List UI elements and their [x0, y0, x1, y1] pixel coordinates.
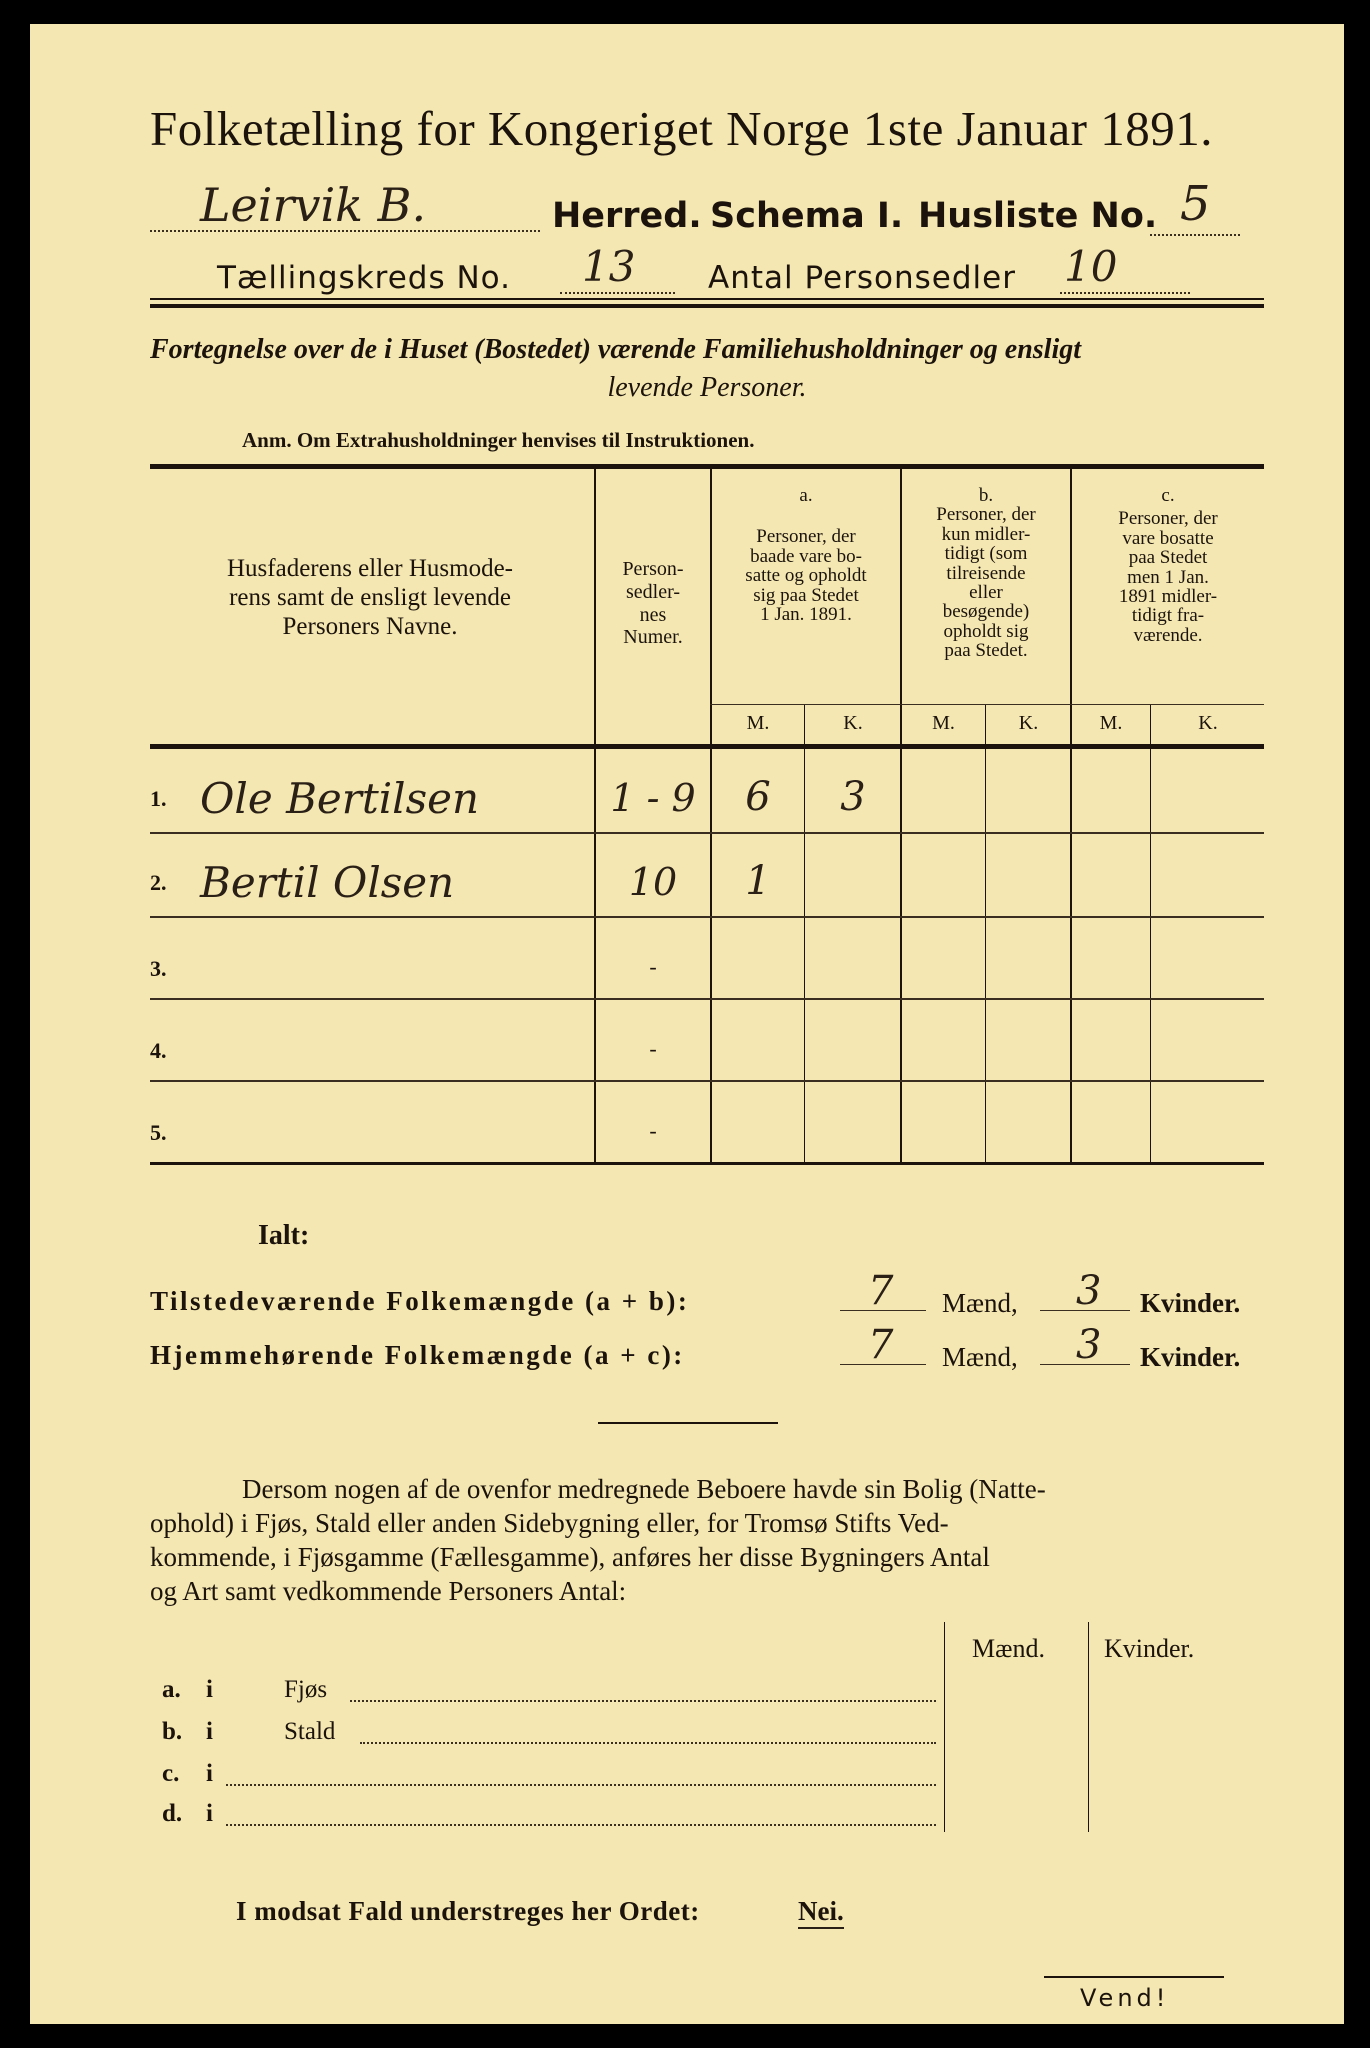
municipality-handwritten: Leirvik B. [200, 178, 427, 232]
c-k-label: K. [1198, 712, 1218, 734]
husliste-number: 5 [1180, 176, 1211, 232]
tilstede-kvinder: Kvinder. [1140, 1288, 1241, 1318]
person-name: Ole Bertilsen [200, 774, 480, 823]
table-top-rule [150, 464, 1264, 469]
a-k-value: 3 [840, 774, 866, 820]
person-numer: - [649, 1118, 657, 1143]
a-m-value: 1 [745, 858, 771, 904]
hjemme-kvinder: Kvinder. [1140, 1342, 1241, 1372]
col-header-names: Husfaderens eller Husmode- rens samt de ensligt levende Personers Navne. [226, 555, 513, 640]
hjemme-k-value: 3 [1076, 1322, 1102, 1368]
person-numer: - [649, 954, 657, 979]
schema-label: Schema I. [710, 196, 904, 236]
col-header-b: b. Personer, der kun midler- tidigt (som tilreisende eller besøgende) opholdt sig paa Stedet. [936, 485, 1036, 661]
vend-label: Vend! [1080, 1984, 1170, 2012]
table-bottom-rule [150, 1162, 1264, 1165]
antal-number: 10 [1064, 242, 1118, 291]
vend-rule [1044, 1976, 1224, 1978]
row-number: 3. [150, 956, 167, 981]
col-header-a: a. Personer, der baade vare bo- satte og opholdt sig paa Stedet 1 Jan. 1891. [745, 485, 867, 625]
hjemme-m-value: 7 [868, 1322, 894, 1368]
buildings-kvinder-header: Kvinder. [1104, 1634, 1195, 1663]
divider [150, 298, 1264, 300]
kreds-number: 13 [582, 242, 636, 291]
person-numer: - [649, 1036, 657, 1061]
person-name: Bertil Olsen [200, 858, 455, 907]
husliste-label: Husliste No. [918, 196, 1158, 236]
form-title: Folketælling for Kongeriget Norge 1ste Januar 1891. [150, 101, 1213, 156]
short-divider [598, 1422, 778, 1424]
intro-line-1: Fortegnelse over de i Huset (Bostedet) værende Familiehusholdninger og ensligt [150, 334, 1081, 365]
hjemme-label: Hjemmehørende Folkemængde (a + c): [150, 1340, 685, 1370]
a-k-label: K. [843, 712, 863, 734]
row-number: 5. [150, 1120, 167, 1145]
row-number: 4. [150, 1038, 167, 1063]
person-numer: 10 [628, 860, 678, 904]
col-header-numer: Person- sedler- nes Numer. [622, 558, 684, 649]
hjemme-maend: Mænd, [942, 1342, 1018, 1372]
divider [150, 304, 1264, 308]
tilstede-label: Tilstedeværende Folkemængde (a + b): [150, 1286, 690, 1316]
buildings-maend-header: Mænd. [972, 1634, 1045, 1663]
antal-label: Antal Personsedler [708, 260, 1016, 296]
b-k-label: K. [1018, 712, 1039, 734]
col-header-c: c. Personer, der vare bosatte paa Stedet men 1 Jan. 1891 midler- tidigt fra- værende. [1118, 485, 1218, 646]
b-m-label: M. [932, 712, 955, 734]
tilstede-maend: Mænd, [942, 1288, 1018, 1318]
nei-word: Nei. [798, 1896, 844, 1929]
building-paragraph: Dersom nogen af de ovenfor medregnede Beboere havde sin Bolig (Natte- ophold) i Fjøs, Stald eller anden Sidebygning eller, for Tromsø Stifts Ved- kommende, i Fjøsgamme (Fællesgamme), anføres her disse Bygningers Antal og Art samt vedkommende Personers Antal: [150, 1474, 1046, 1606]
intro-line-2: levende Personer. [607, 372, 807, 403]
ialt-label: Ialt: [258, 1220, 310, 1251]
kreds-label: Tællingskreds No. [217, 260, 511, 296]
tilstede-m-value: 7 [868, 1268, 894, 1314]
modsat-label: I modsat Fald understreges her Ordet: [236, 1896, 700, 1926]
tilstede-k-value: 3 [1076, 1268, 1102, 1314]
anm-note: Anm. Om Extrahusholdninger henvises til Instruktionen. [242, 428, 755, 452]
c-m-label: M. [1099, 712, 1123, 734]
table-header-rule [150, 744, 1264, 749]
row-number: 1. [150, 786, 167, 811]
census-form: Folketælling for Kongeriget Norge 1ste Januar 1891. Leirvik B. Herred. Schema I. Husliste No. 5 Tællingskreds No. 13 Antal Personsedler 10 Fortegnelse over de i Huset (Bostedet) værende Familiehusholdninger og ensligt levende Personer. Anm. Om Extrahusholdninger henvises til Instruktionen. Husfaderens eller Husmode- rens samt de ensligt levende Personers Navne. Person- sedler- nes Numer. a. Personer, der baade vare bo- satte og opholdt sig paa Stedet 1 Jan. 1891. b. Personer, der kun midler- tidigt (som tilreisende eller besøgende) opholdt sig paa Stedet. c. Personer, der vare bosatte paa Stedet men 1 Jan. 1891 midler- tidigt fra- værende. M. K. M. K. M. K. 1. Ole Bertilsen 1 - 9 6 3 2. Bertil Olsen 10 1 3. - 4. - 5. - Ialt: Tilstedeværende Folkemængde (a + b): 7 Mænd, 3 Kvinder. Hjemmehørende Folkemængde (a + c): 7 Mænd, 3 Kvinder. Dersom nogen af de ovenfor medregnede Beboere havde sin Bolig (Natte- ophold) i Fjøs, Stald eller anden Sidebygning eller, for Tromsø Stifts Ved- kommende, i Fjøsgamme (Fællesgamme), anføres her disse Bygningers Antal og Art samt vedkommende Personers Antal: Mænd. Kvinder. a. i Fjøs b. i Stald c. i d. i I modsat Fald understreges her Ordet: Nei. Vend! [30, 24, 1344, 2024]
person-numer: 1 - 9 [610, 776, 696, 820]
row-number: 2. [150, 870, 167, 895]
a-m-value: 6 [745, 774, 771, 820]
herred-label: Herred. [552, 196, 702, 236]
a-m-label: M. [746, 712, 770, 734]
